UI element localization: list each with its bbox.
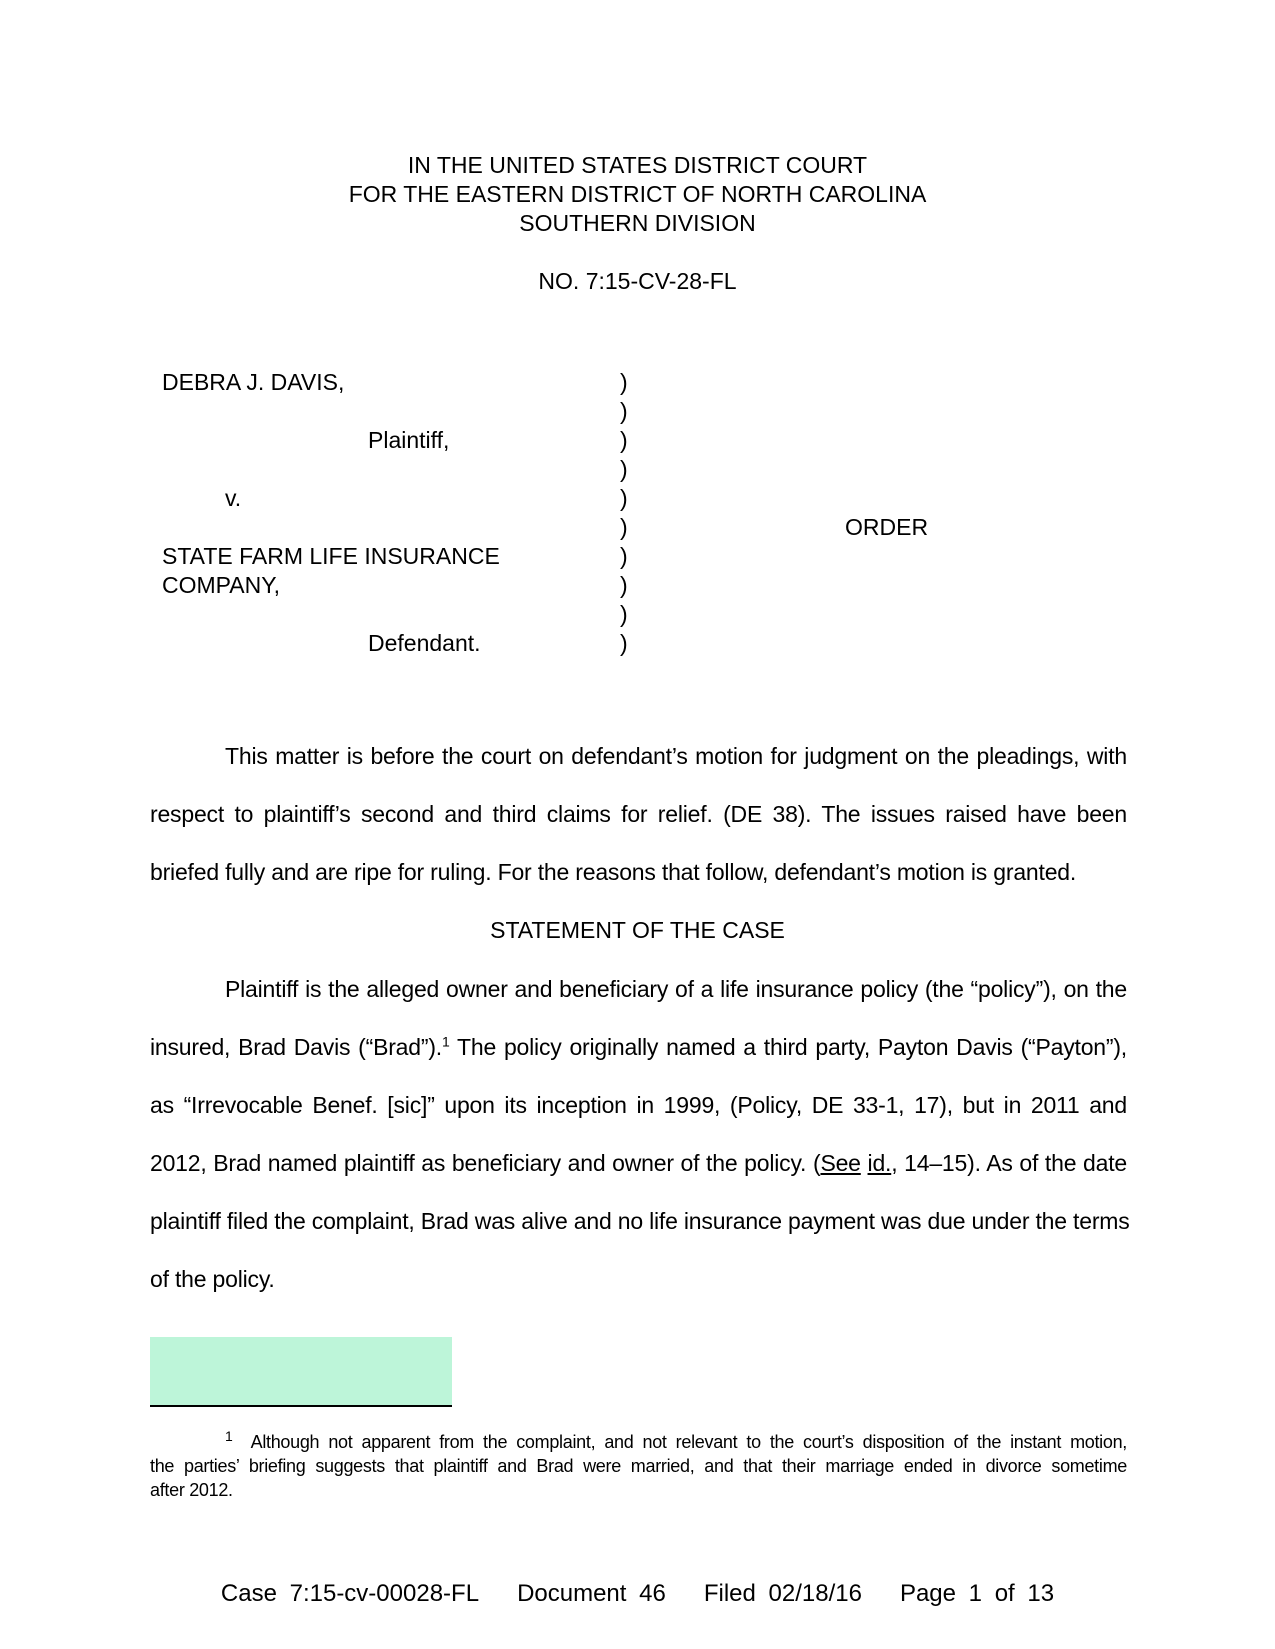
- court-name-line-2: FOR THE EASTERN DISTRICT OF NORTH CAROLINA: [348, 181, 927, 207]
- paren: ): [620, 543, 628, 569]
- paren: ): [620, 398, 628, 424]
- footer-case: Case 7:15-cv-00028-FL: [220, 1580, 480, 1607]
- paren: ): [620, 572, 628, 598]
- statement-line-2: [150, 1034, 1127, 1061]
- plaintiff-role: Plaintiff,: [368, 427, 450, 453]
- statement-text: The policy originally named a third party, Payton Davis (“Payton”),: [449, 1034, 1127, 1060]
- intro-line-2: respect to plaintiff’s second and third claims for relief. (DE 38). The issues raised have been: [150, 801, 1127, 827]
- footnote-line-1: [225, 1428, 1128, 1453]
- footer-filed: Filed 02/18/16: [703, 1580, 862, 1607]
- citation-id: id.: [867, 1150, 892, 1176]
- statement-line-3: as “Irrevocable Benef. [sic]” upon its inception in 1999, (Policy, DE 33-1, 17), but in 2011 and: [150, 1092, 1127, 1118]
- defendant-name-line-2: COMPANY,: [162, 572, 281, 598]
- paren: ): [620, 485, 628, 511]
- statement-line-5: plaintiff filed the complaint, Brad was alive and no life insurance payment was due under the terms: [150, 1208, 1130, 1234]
- paren: ): [620, 456, 628, 482]
- footer-document: Document 46: [517, 1580, 666, 1607]
- footnote-text: Although not apparent from the complaint, and not relevant to the court’s disposition of the instant motion,: [250, 1432, 1128, 1452]
- section-heading: STATEMENT OF THE CASE: [490, 917, 785, 943]
- statement-text: , 14–15). As of the date: [891, 1150, 1127, 1176]
- court-name-line-1: IN THE UNITED STATES DISTRICT COURT: [407, 152, 868, 178]
- intro-line-1: This matter is before the court on defendant’s motion for judgment on the pleadings, with: [225, 743, 1127, 769]
- caption-parentheses: [620, 368, 640, 658]
- case-number: NO. 7:15-CV-28-FL: [538, 268, 737, 294]
- statement-text: 2012, Brad named plaintiff as beneficiary and owner of the policy. (: [150, 1150, 821, 1176]
- defendant-name-line-1: STATE FARM LIFE INSURANCE: [162, 543, 500, 569]
- versus: v.: [225, 485, 242, 511]
- paren: ): [620, 630, 628, 656]
- statement-text: [861, 1150, 868, 1176]
- statement-line-6: of the policy.: [150, 1266, 275, 1292]
- statement-line-4: [150, 1150, 1127, 1177]
- court-division: SOUTHERN DIVISION: [519, 210, 756, 236]
- footnote-marker: 1: [225, 1428, 233, 1444]
- statement-text: insured, Brad Davis (“Brad”).: [150, 1034, 442, 1060]
- citation-see: See: [820, 1150, 861, 1176]
- statement-line-1: Plaintiff is the alleged owner and beneficiary of a life insurance policy (the “policy”), on the: [225, 976, 1127, 1002]
- paren: ): [620, 514, 628, 540]
- intro-line-3: briefed fully and are ripe for ruling. For the reasons that follow, defendant’s motion is granted.: [150, 859, 1077, 885]
- highlight-box: [150, 1337, 452, 1405]
- footnote-separator: [150, 1405, 452, 1407]
- paren: ): [620, 369, 628, 395]
- paren: ): [620, 601, 628, 627]
- document-type: ORDER: [845, 514, 929, 540]
- plaintiff-name: DEBRA J. DAVIS,: [162, 369, 345, 395]
- footnote-ref: 1: [441, 1033, 450, 1050]
- filing-footer: [0, 1580, 1275, 1608]
- defendant-role: Defendant.: [368, 630, 481, 656]
- footer-page: Page 1 of 13: [899, 1580, 1055, 1607]
- footnote-line-2: the parties’ briefing suggests that plaintiff and Brad were married, and that their marriage ended in divorce sometime: [150, 1456, 1127, 1476]
- footnote-line-3: after 2012.: [150, 1480, 233, 1500]
- paren: ): [620, 427, 628, 453]
